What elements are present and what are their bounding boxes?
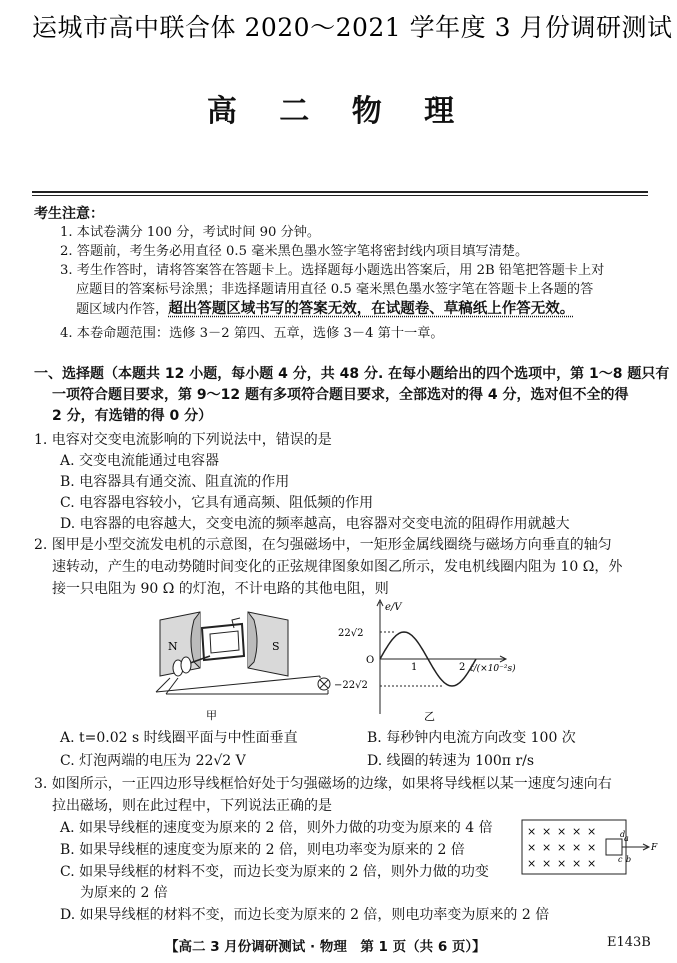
field-cross-mark: ×: [557, 857, 567, 870]
q3-option-b: B. 如果导线框的速度变为原来的 2 倍，则电功率变为原来的 2 倍: [60, 842, 465, 858]
section-instructions: 一项符合题目要求，第 9～12 题有多项符合题目要求，全部选对的得 4 分，选对但不全的得: [52, 387, 629, 403]
field-cross-mark: ×: [557, 825, 567, 838]
field-cross-mark: ×: [527, 825, 537, 838]
q1-option-c: C. 电容器电容较小，它具有通高频、阻低频的作用: [60, 495, 374, 511]
generator-diagram: [148, 598, 348, 723]
magnet-n-label: N: [168, 640, 178, 653]
field-cross-mark: ×: [572, 841, 582, 854]
note-item: 3. 考生作答时，请将答案答在答题卡上。选择题每小题选出答案后，用 2B 铅笔把答题卡上对: [60, 263, 605, 278]
wire-frame: [606, 839, 622, 855]
y-tick-top: 22√2: [338, 628, 364, 639]
field-cross-mark: ×: [572, 825, 582, 838]
q2-option-d: D. 线圈的转速为 100π r/s: [367, 753, 535, 769]
x-tick-1: 1: [411, 662, 418, 673]
figure-caption-jia: 甲: [206, 709, 217, 722]
field-cross-mark: ×: [527, 857, 537, 870]
note-item: 2. 答题前，考生务必用直径 0.5 毫米黑色墨水签字笔将密封线内项目填写清楚。: [60, 244, 529, 259]
q1-option-b: B. 电容器具有通交流、阻直流的作用: [60, 474, 290, 490]
brush-1: [156, 678, 170, 692]
section-instructions: 一、选择题（本题共 12 小题，每小题 4 分，共 48 分. 在每小题给出的四个选项中，第 1～8 题只有: [34, 366, 670, 382]
field-crosses: [527, 825, 596, 870]
label-b: b: [626, 855, 632, 864]
field-cross-mark: ×: [587, 841, 597, 854]
note-emphasis: 超出答题区域书写的答案无效，在试题卷、草稿纸上作答无效。: [168, 301, 575, 317]
q2-stem: 2. 图甲是小型交流发电机的示意图，在匀强磁场中，一矩形金属线圈绕与磁场方向垂直的轴匀: [34, 537, 612, 553]
q2-option-c: C. 灯泡两端的电压为 22√2 V: [60, 753, 246, 769]
label-F: F: [651, 843, 658, 853]
label-c: c: [618, 855, 623, 864]
q2-stem: 速转动，产生的电动势随时间变化的正弦规律图象如图乙所示，发电机线圈内阻为 10 Ω，外: [52, 559, 623, 575]
note-item-text: 题区域内作答，: [76, 302, 169, 317]
q3-option-a: A. 如果导线框的速度变为原来的 2 倍，则外力做的功变为原来的 4 倍: [60, 820, 493, 836]
x-axis-label: t/(×10⁻²s): [470, 664, 516, 674]
q3-option-c-cont: 为原来的 2 倍: [80, 885, 168, 901]
field-cross-mark: ×: [587, 825, 597, 838]
notes-heading: 考生注意：: [34, 206, 104, 222]
label-a: a: [624, 834, 629, 843]
field-cross-mark: ×: [527, 841, 537, 854]
exam-title: 运城市高中联合体 2020～2021 学年度 3 月份调研测试: [32, 13, 673, 42]
note-item: 应题目的答案标号涂黑；非选择题请用直径 0.5 毫米黑色墨水签字笔在答题卡上各题的答: [76, 282, 594, 297]
q1-option-d: D. 电容器的电容越大，交变电流的频率越高，电容器对交变电流的阻碍作用就越大: [60, 516, 570, 532]
q3-stem: 3. 如图所示，一正四边形导线框恰好处于匀强磁场的边缘，如果将导线框以某一速度匀速向右: [34, 776, 612, 792]
field-cross-mark: ×: [542, 841, 552, 854]
magnet-s-label: S: [272, 640, 280, 653]
q3-option-c: C. 如果导线框的材料不变，而边长变为原来的 2 倍，则外力做的功变: [60, 864, 489, 880]
field-diagram: [520, 818, 662, 876]
page-footer: 【高二 3 月份调研测试 · 物理 第 1 页（共 6 页）】: [165, 939, 486, 955]
field-cross-mark: ×: [542, 825, 552, 838]
slip-ring-2: [181, 657, 191, 673]
x-tick-2: 2: [459, 662, 466, 673]
q1-stem: 1. 电容对交变电流影响的下列说法中，错误的是: [34, 432, 332, 448]
note-item: [76, 297, 574, 318]
q3-stem: 拉出磁场，则在此过程中，下列说法正确的是: [52, 798, 332, 814]
label-d: d: [620, 830, 626, 839]
y-axis-label: e/V: [385, 602, 402, 613]
coil-inner: [210, 631, 239, 653]
note-item: 4. 本卷命题范围：选修 3－2 第四、五章，选修 3－4 第十一章。: [60, 326, 444, 341]
y-tick-bottom: −22√2: [334, 680, 368, 691]
origin-label: O: [366, 655, 375, 666]
emf-graph: [330, 596, 530, 724]
note-item: 1. 本试卷满分 100 分，考试时间 90 分钟。: [60, 225, 321, 240]
subject-title: 高 二 物 理: [206, 94, 471, 129]
paper-code: E143B: [607, 935, 651, 950]
q3-option-d: D. 如果导线框的材料不变，而边长变为原来的 2 倍，则电功率变为原来的 2 倍: [60, 907, 550, 923]
q2-option-a: A. t=0.02 s 时线圈平面与中性面垂直: [60, 730, 298, 746]
field-cross-mark: ×: [587, 857, 597, 870]
wire-top: [156, 676, 320, 692]
figure-caption-yi: 乙: [424, 710, 435, 723]
q2-option-b: B. 每秒钟内电流方向改变 100 次: [367, 730, 576, 746]
rotation-arrow: [232, 618, 240, 628]
header-rule: [32, 191, 648, 193]
q1-option-a: A. 交变电流能通过电容器: [60, 453, 220, 469]
q2-stem: 接一只电阻为 90 Ω 的灯泡，不计电路的其他电阻，则: [52, 581, 389, 597]
section-instructions: 2 分，有选错的得 0 分）: [52, 408, 213, 424]
field-cross-mark: ×: [557, 841, 567, 854]
field-cross-mark: ×: [542, 857, 552, 870]
field-cross-mark: ×: [572, 857, 582, 870]
header-rule-thin: [32, 195, 648, 196]
coil: [202, 624, 244, 660]
